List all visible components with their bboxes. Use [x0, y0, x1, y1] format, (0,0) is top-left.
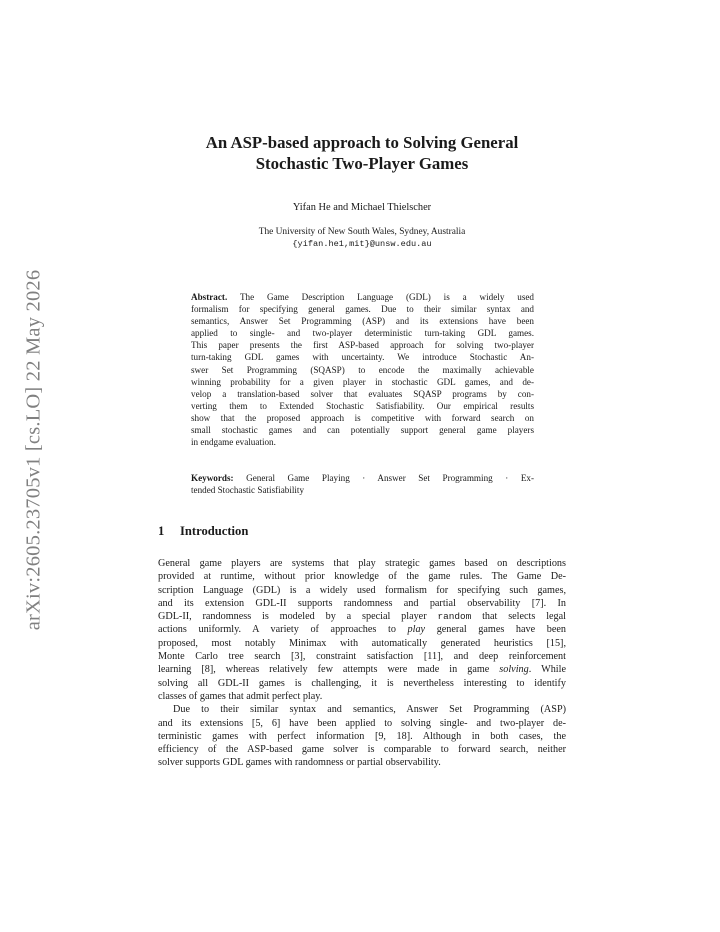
arxiv-id: arXiv:2605.23705v1 [cs.LO] 22 May 2026 — [22, 269, 45, 631]
body-line: scription Language (GDL) is a widely used formalism for specifying such games, — [158, 584, 566, 596]
abstract-line: This paper presents the first ASP-based approach for solving two-player — [191, 340, 534, 351]
section-number: 1 — [158, 524, 165, 538]
keywords-label: Keywords: — [191, 473, 234, 483]
body-line: classes of games that admit perfect play. — [158, 690, 323, 702]
abstract-line: formalism for specifying general games. Due to their similar syntax and — [191, 304, 534, 315]
abstract-line: applied to single- and two-player deterministic turn-taking GDL games. — [191, 328, 534, 339]
emph-play: play — [407, 624, 426, 636]
title-line-2: Stochastic Two-Player Games — [255, 154, 469, 173]
body-line: efficiency of the ASP-based game solver is comparable to forward search, neither — [158, 744, 566, 756]
keywords-line: Keywords: General Game Playing · Answer Set Programming · Ex- — [191, 473, 534, 483]
abstract-line: swer Set Programming (SQASP) to encode the maximally achievable — [191, 364, 534, 375]
body-line: General game players are systems that play strategic games based on descriptions — [158, 558, 566, 569]
body-line: provided at runtime, without prior knowledge of the game rules. The Game De- — [158, 571, 566, 583]
emph-solving: solving — [499, 664, 529, 676]
body-line: Due to their similar syntax and semantics, Answer Set Programming (ASP) — [173, 704, 566, 716]
body-line: proposed, most notably Minimax with automatically generated heuristics [15], — [158, 637, 566, 649]
abstract-label: Abstract. — [191, 292, 228, 302]
body-line: solving all GDL-II games is challenging, it is nevertheless interesting to identify — [158, 677, 566, 689]
abstract-line: small stochastic games and can potentially support general game players — [191, 425, 534, 436]
body-line: Monte Carlo tree search [3], constraint satisfaction [11], and deep reinforcement — [158, 651, 566, 663]
body-line: actions uniformly. A variety of approaches to play general games have been — [158, 624, 566, 636]
body-line: terministic games with perfect information [9, 18]. Although in both cases, the — [158, 730, 566, 742]
abstract-line: turn-taking GDL games with uncertainty. We introduce Stochastic An- — [191, 352, 534, 363]
abstract — [191, 291, 534, 448]
code-random: random — [437, 611, 472, 623]
affiliation-block — [158, 226, 566, 250]
abstract-line: show that the proposed approach is competitive with forward search on — [191, 412, 534, 423]
abstract-line: in endgame evaluation. — [191, 437, 276, 448]
abstract-line: semantics, Answer Set Programming (ASP) and its extensions have been — [191, 316, 534, 327]
body-text — [158, 557, 566, 770]
body-line: and its extensions [5, 6] have been applied to solving single- and two-player de- — [158, 717, 566, 729]
email: {yifan.he1,mit}@unsw.edu.au — [292, 239, 432, 249]
keywords — [191, 472, 534, 496]
abstract-line: winning probability for a given player in stochastic GDL games, and de- — [191, 376, 534, 387]
abstract-line: Abstract. The Game Description Language (GDL) is a widely used — [191, 292, 534, 302]
body-line: and its extension GDL-II supports randomness and partial observability [7]. In — [158, 597, 566, 609]
keywords-line: tended Stochastic Satisfiability — [191, 485, 305, 496]
section-heading — [158, 524, 248, 539]
abstract-line: velop a translation-based solver that evaluates SQASP programs by con- — [191, 388, 534, 399]
abstract-line: verting them to Extended Stochastic Satisfiability. Our empirical results — [191, 400, 534, 411]
body-line: learning [8], whereas relatively few attempts were made in game solving. While — [158, 664, 566, 676]
body-line: solver supports GDL games with randomness or partial observability. — [158, 757, 441, 769]
section-title: Introduction — [180, 524, 249, 538]
body-line: GDL-II, randomness is modeled by a special player random that selects legal — [158, 611, 566, 623]
affiliation: The University of New South Wales, Sydney, Australia — [258, 227, 466, 237]
paper-title — [158, 132, 566, 174]
authors: Yifan He and Michael Thielscher — [292, 202, 432, 213]
title-line-1: An ASP-based approach to Solving General — [205, 133, 519, 152]
